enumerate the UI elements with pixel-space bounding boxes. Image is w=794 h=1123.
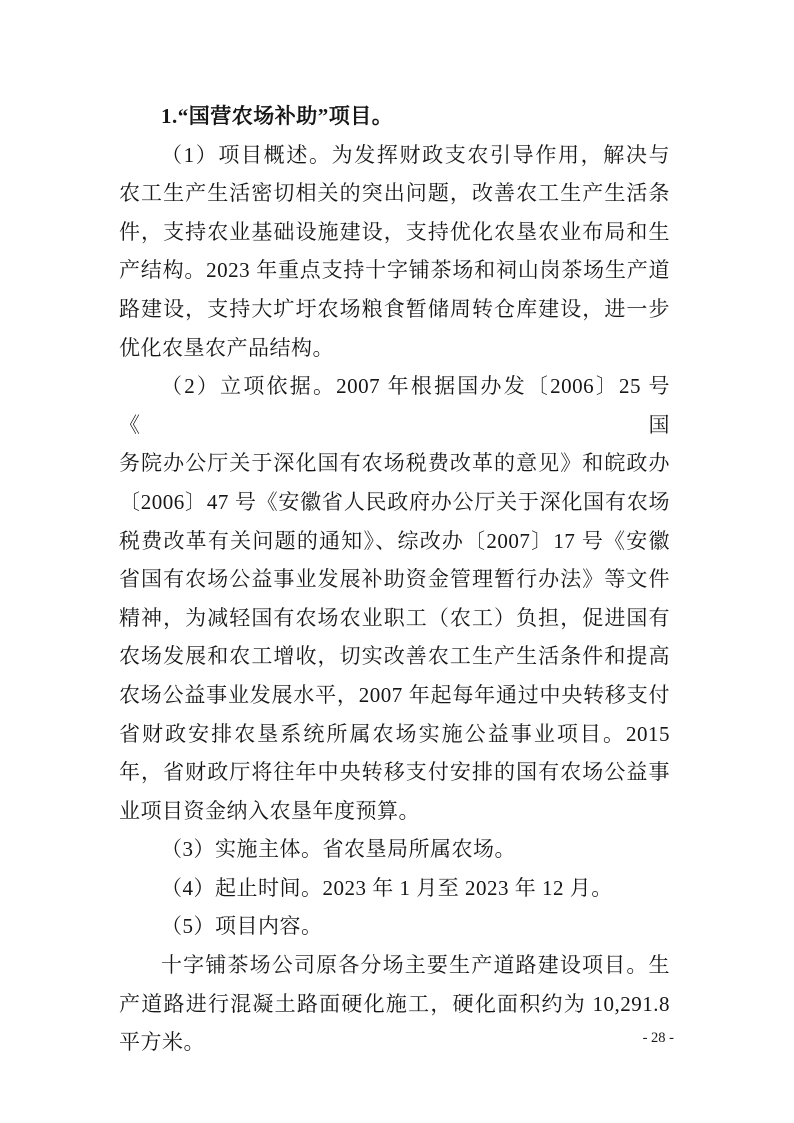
text-line: 年，省财政厅将往年中央转移支付安排的国有农场公益事: [119, 760, 670, 785]
text-line: 省财政安排农垦系统所属农场实施公益事业项目。2015: [119, 721, 670, 746]
text-line: 产道路进行混凝土路面硬化施工，硬化面积约为 10,291.8: [119, 991, 670, 1016]
text-line: （4）起止时间。2023 年 1 月至 2023 年 12 月。: [161, 875, 613, 900]
text-line: 精神，为减轻国有农场农业职工（农工）负担，促进国有: [119, 605, 670, 630]
text-line: 务院办公厅关于深化国有农场税费改革的意见》和皖政办: [119, 451, 670, 476]
text-line: 优化农垦农产品结构。: [119, 335, 334, 360]
text-line: 农工生产生活密切相关的突出问题，改善农工生产生活条: [119, 181, 670, 206]
text-line: 件，支持农业基础设施建设，支持优化农垦农业布局和生: [119, 219, 670, 244]
text-line: （3）实施主体。省农垦局所属农场。: [161, 837, 516, 862]
text-line: 〔2006〕47 号《安徽省人民政府办公厅关于深化国有农场: [119, 489, 670, 514]
text-line: 业项目资金纳入农垦年度预算。: [119, 798, 420, 823]
text-line: 农场公益事业发展水平，2007 年起每年通过中央转移支付: [119, 682, 670, 707]
text-line: 产结构。2023 年重点支持十字铺茶场和祠山岗茶场生产道: [119, 258, 670, 283]
text-line: （1）项目概述。为发挥财政支农引导作用，解决与: [161, 142, 670, 167]
document-body: [119, 97, 670, 1062]
text-line: 农场发展和农工增收，切实改善农工生产生活条件和提高: [119, 644, 670, 669]
section-heading: 1.“国营农场补助”项目。: [161, 104, 394, 128]
page-number: - 28 -: [642, 1030, 674, 1046]
text-line: （2）立项依据。2007 年根据国办发〔2006〕25 号《国: [119, 374, 670, 437]
text-line: 省国有农场公益事业发展补助资金管理暂行办法》等文件: [119, 567, 670, 592]
text-line: 平方米。: [119, 1030, 205, 1055]
text-line: （5）项目内容。: [161, 914, 323, 939]
text-line: 十字铺茶场公司原各分场主要生产道路建设项目。生: [161, 953, 670, 978]
text-line: 税费改革有关问题的通知》、综改办〔2007〕17 号《安徽: [119, 528, 670, 553]
text-line: 路建设，支持大圹圩农场粮食暂储周转仓库建设，进一步: [119, 296, 670, 321]
